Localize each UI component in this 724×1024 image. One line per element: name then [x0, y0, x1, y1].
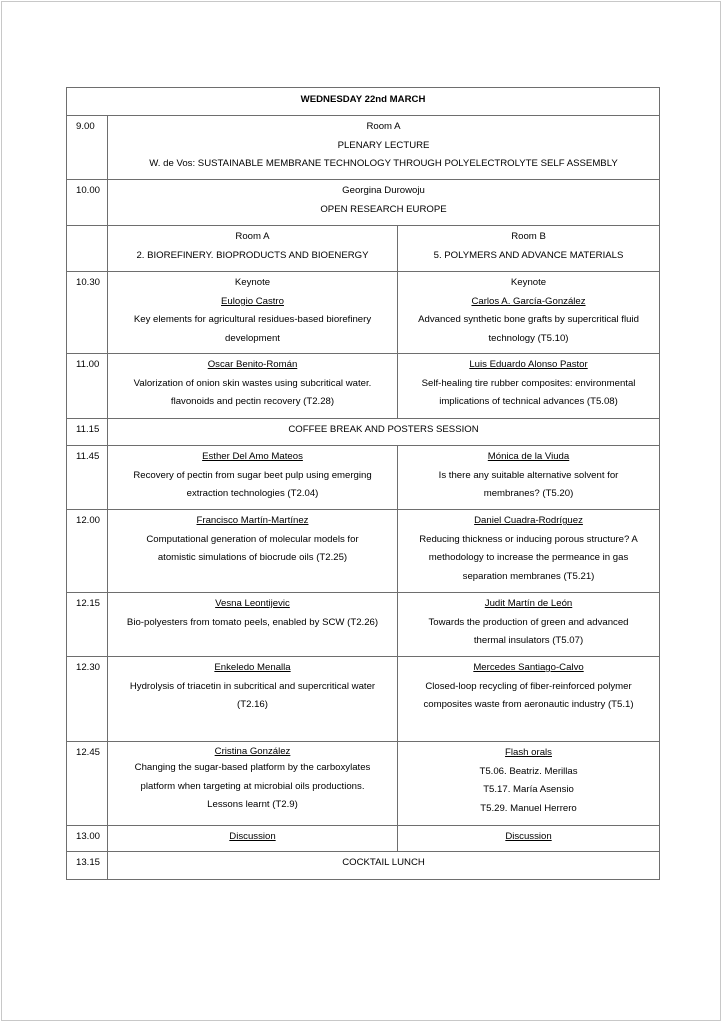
- speaker-name: Mercedes Santiago-Calvo: [473, 662, 584, 673]
- talk-title: (T2.16): [237, 699, 268, 710]
- talk-title: Closed-loop recycling of fiber-reinforced polymer: [425, 680, 632, 692]
- table-row: [67, 593, 660, 657]
- talk-title: separation membranes (T5.21): [462, 570, 595, 582]
- day-header: WEDNESDAY 22nd MARCH: [67, 88, 660, 116]
- session-a-cell: [108, 593, 398, 657]
- table-row: [67, 657, 660, 742]
- session-b-cell: [398, 446, 660, 510]
- session-a-cell: [108, 446, 398, 510]
- time-cell: 12.00: [67, 510, 108, 593]
- speaker-name: Luis Eduardo Alonso Pastor: [469, 359, 588, 370]
- room-label: Room A: [366, 121, 401, 132]
- speaker-name: Esther Del Amo Mateos: [202, 451, 303, 462]
- topic-label: 2. BIOREFINERY. BIOPRODUCTS AND BIOENERGY: [136, 249, 369, 261]
- session-b-cell: [398, 593, 660, 657]
- session-b-cell: [398, 742, 660, 826]
- speaker-name: Georgina Durowoju: [342, 185, 425, 196]
- talk-title: implications of technical advances (T5.08): [439, 396, 618, 407]
- session-a-cell: [108, 272, 398, 354]
- flash-oral-item: T5.06. Beatriz. Merillas: [479, 765, 578, 777]
- speaker-name: Carlos A. García-González: [471, 295, 586, 307]
- talk-title: membranes? (T5.20): [483, 488, 574, 499]
- table-row: [67, 510, 660, 593]
- room-label: Room A: [235, 231, 270, 242]
- session-b-cell: [398, 657, 660, 742]
- session-a-cell: [108, 510, 398, 593]
- talk-title: development: [225, 332, 280, 344]
- speaker-name: Eulogio Castro: [221, 295, 284, 307]
- talk-title: atomistic simulations of biocrude oils (T2.25): [157, 552, 348, 563]
- talk-title: Is there any suitable alternative solvent for: [438, 469, 619, 481]
- time-cell: 12.15: [67, 593, 108, 657]
- talk-title: Changing the sugar-based platform by the carboxylates: [134, 762, 371, 773]
- table-row: [67, 419, 660, 446]
- talk-title: extraction technologies (T2.04): [186, 488, 319, 499]
- plenary-cell: [108, 116, 660, 180]
- speaker-name: Vesna Leontijevic: [215, 598, 290, 609]
- time-cell: 11.15: [67, 419, 108, 446]
- time-cell-empty: [67, 226, 108, 272]
- talk-title: Valorization of onion skin wastes using subcritical water.: [133, 377, 372, 389]
- talk-title: Reducing thickness or inducing porous structure? A: [419, 533, 638, 545]
- session-b-cell: [398, 354, 660, 419]
- room-b-cell: [398, 226, 660, 272]
- talk-title: W. de Vos: SUSTAINABLE MEMBRANE TECHNOLOGY THROUGH POLYELECTROLYTE SELF ASSEMBLY: [149, 158, 618, 169]
- time-cell: 13.00: [67, 826, 108, 852]
- session-a-cell: [108, 742, 398, 826]
- talk-title: Advanced synthetic bone grafts by supercritical fluid: [418, 314, 639, 325]
- discussion-label: Discussion: [505, 831, 552, 842]
- talk-title: Key elements for agricultural residues-based biorefinery: [133, 314, 372, 325]
- session-b-cell: [398, 826, 660, 852]
- ore-cell: [108, 180, 660, 226]
- speaker-name: Oscar Benito-Román: [207, 359, 298, 370]
- topic-label: 5. POLYMERS AND ADVANCE MATERIALS: [433, 249, 624, 261]
- speaker-name: Judit Martín de León: [484, 598, 573, 609]
- session-a-cell: [108, 657, 398, 742]
- rooms-row: [67, 226, 660, 272]
- keynote-label: Keynote: [510, 277, 547, 288]
- table-row: [67, 116, 660, 180]
- time-cell: 12.45: [67, 742, 108, 826]
- table-row: [67, 852, 660, 880]
- table-row: [67, 272, 660, 354]
- flash-oral-item: T5.17. María Asensio: [483, 784, 574, 795]
- talk-title: Hydrolysis of triacetin in subcritical and supercritical water: [129, 680, 376, 692]
- flash-oral-item: T5.29. Manuel Herrero: [480, 802, 577, 814]
- talk-title: flavonoids and pectin recovery (T2.28): [170, 396, 335, 407]
- time-cell: 11.45: [67, 446, 108, 510]
- room-a-cell: [108, 226, 398, 272]
- talk-title: Computational generation of molecular models for: [146, 533, 359, 545]
- talk-title: methodology to increase the permeance in gas: [428, 552, 629, 563]
- talk-title: technology (T5.10): [488, 332, 569, 344]
- coffee-break-cell: COFFEE BREAK AND POSTERS SESSION: [108, 419, 660, 446]
- talk-title: Towards the production of green and advanced: [428, 616, 629, 628]
- table-row: [67, 826, 660, 852]
- table-row: [67, 354, 660, 419]
- talk-title: Recovery of pectin from sugar beet pulp using emerging: [133, 469, 372, 481]
- time-cell: 10.30: [67, 272, 108, 354]
- talk-title: thermal insulators (T5.07): [473, 635, 584, 646]
- talk-title: platform when targeting at microbial oils productions.: [140, 780, 365, 792]
- session-a-cell: [108, 826, 398, 852]
- speaker-name: Daniel Cuadra-Rodríguez: [474, 515, 583, 526]
- table-row: [67, 742, 660, 826]
- speaker-name: Francisco Martín-Martínez: [196, 515, 309, 526]
- flash-orals-label: Flash orals: [505, 747, 552, 758]
- time-cell: 12.30: [67, 657, 108, 742]
- talk-title: Lessons learnt (T2.9): [207, 799, 298, 810]
- table-row: [67, 446, 660, 510]
- session-b-cell: [398, 510, 660, 593]
- time-cell: 9.00: [67, 116, 108, 180]
- lunch-cell: COCKTAIL LUNCH: [108, 852, 660, 880]
- talk-title: Bio-polyesters from tomato peels, enabled by SCW (T2.26): [126, 616, 379, 628]
- keynote-label: Keynote: [234, 277, 271, 288]
- room-label: Room B: [511, 231, 546, 242]
- time-cell: 13.15: [67, 852, 108, 880]
- session-b-cell: [398, 272, 660, 354]
- talk-title: composites waste from aeronautic industry (T5.1): [423, 699, 634, 710]
- day-header-row: [67, 88, 660, 116]
- table-row: [67, 180, 660, 226]
- discussion-label: Discussion: [229, 831, 276, 842]
- time-cell: 11.00: [67, 354, 108, 419]
- session-label: PLENARY LECTURE: [337, 139, 430, 151]
- session-a-cell: [108, 354, 398, 419]
- speaker-name: Enkeledo Menalla: [214, 662, 291, 673]
- speaker-name: Cristina González: [214, 746, 291, 757]
- speaker-name: Mónica de la Viuda: [487, 451, 570, 462]
- session-label: OPEN RESEARCH EUROPE: [320, 203, 447, 215]
- talk-title: Self-healing tire rubber composites: environmental: [421, 377, 636, 389]
- schedule-table: [66, 87, 660, 880]
- time-cell: 10.00: [67, 180, 108, 226]
